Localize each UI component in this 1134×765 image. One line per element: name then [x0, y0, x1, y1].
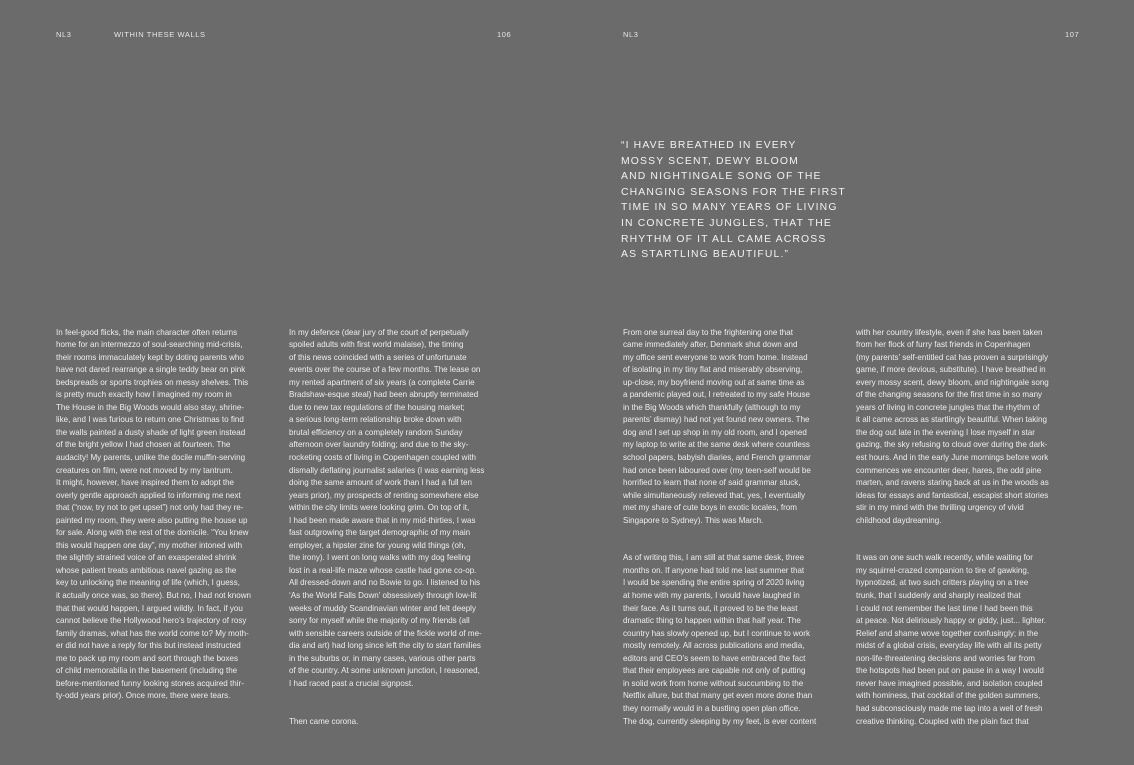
paragraph: In my defence (dear jury of the court of perpetually spoiled adults with first world malaise), the timing of this news coincided with a series of unfortunate events over the course of a few months. The lease on my rented apartment of six years (a complete Carrie Bradshaw-esque steal) had been abruptly terminated due to new tax regulations of the housing market; a serious long-term relationship broke down with brutal efficiency on a completely random Sunday afternoon over laundry folding; and due to the sky- rocketing costs of living in Copenhagen coupled with dismally deflating journalist salaries (I was earning less doing the same amount of work than I had a full ten years prior), my prospects of renting somewhere else within the city limits were looking grim. On top of it, I had been made aware that in my mid-thirties, I was fast outgrowing the target demographic of my main employer, a hipster zine for young wild things (oh, the irony). I went on long walks with my dog feeling lost in a real-life maze whose castle had gone co-op. All dressed-down and no Bowie to go. I listened to his ‘As the World Falls Down’ obsessively through low-lit weeks of muddy Scandinavian winter and felt deeply sorry for myself while the majority of my friends (all with sensible careers outside of the fickle world of me- dia and art) had long since left the city to start families in the suburbs or, in many cases, various other parts of the country. At some unknown junction, I reasoned, I had raced past a crucial signpost. [289, 327, 485, 688]
paragraph: It was on one such walk recently, while waiting for my squirrel-crazed companion to tire of gawking, hypnotized, at two such critters playing on a tree trunk, that I suddenly and sharply realized that I could not remember the last time I had been this at peace. Not deliriously happy or giddy, just... lighter. Relief and shame wove together confusingly; in the midst of a global crisis, everyday life with all its petty non-life-threatening decisions and worries far from the hotspots had been put on pause in a way I would never have imagined possible, and isolation coupled with hominess, that cocktail of the golden summers, had subconsciously made me tap into a well of fresh creative thinking. Coupled with the plain fact that [856, 553, 1046, 726]
left-issue-label: NL3 [56, 30, 72, 39]
paragraph: As of writing this, I am still at that same desk, three months on. If anyone had told me last summer that I would be spending the entire spring of 2020 living at home with my parents, I would have laughed in their face. As it turns out, it proved to be the least dramatic thing to happen within that half year. The country has slowly opened up, but I continue to work mostly remotely. All across publications and media, editors and CEO’s seem to have embraced the fact that their employees are capable not only of putting in solid work from home without succumbing to the Netflix allure, but that many get even more done than they normally would in a bustling open plan office. The dog, currently sleeping by my feet, is ever content [623, 553, 817, 726]
right-issue-label: NL3 [623, 30, 639, 39]
pull-quote: “I HAVE BREATHED IN EVERY MOSSY SCENT, DEWY BLOOM AND NIGHTINGALE SONG OF THE CHANGING SEASONS FOR THE FIRST TIME IN SO MANY YEARS OF LIVING IN CONCRETE JUNGLES, THAT THE RHYTHM OF IT ALL CAME ACROSS AS STARTLING BEAUTIFUL.” [621, 140, 846, 261]
text-column-1 [56, 314, 280, 716]
left-page-number: 106 [497, 30, 512, 39]
paragraph: Then came corona. [289, 716, 359, 726]
text-column-4 [856, 314, 1080, 741]
right-page-number: 107 [1065, 30, 1080, 39]
section-title: WITHIN THESE WALLS [114, 30, 206, 39]
paragraph: with her country lifestyle, even if she has been taken from her flock of furry fast friends in Copenhagen (my parents’ self-entitled cat has proven a surprisingly game, if more devious, substitute). I have breathed in every mossy scent, dewy bloom, and nightingale song of the changing seasons for the first time in so many years of living in concrete jungles that the rhythm of it all came across as startlingly beautiful. When taking the dog out late in the evening I lose myself in star gazing, the sky refusing to cloud over during the dark- est hours. And in the early June mornings before work commences we encounter deer, hares, the odd pine marten, and ravens staring back at us in the woods as ideas for essays and fantastical, escapist short stories stir in my mind with the thrilling urgency of vivid childhood daydreaming. [856, 327, 1049, 525]
paragraph: In feel-good flicks, the main character often returns home for an intermezzo of soul-searching mid-crisis, their rooms immaculately kept by doting parents who have not dared rearrange a single teddy bear on pink bedspreads or sports trophies on messy shelves. This is pretty much exactly how I imagined my room in The House in the Big Woods would also stay, shrine- like, and I was furious to return one Christmas to find the walls painted a dusty shade of light green instead of the bright yellow I had chosen at fourteen. The audacity! My parents, unlike the docile muffin-serving creatures on film, were not moved by my tantrum. It might, however, have inspired them to adopt the overly gentle approach applied to informing me next that (“now, try not to get upset”) not only had they re- painted my room, they were also putting the house up for sale. Along with the rest of the domicile. “You knew this would happen one day”, my mother intoned with the slightly strained voice of an exasperated shrink whose patient treats ambitious navel gazing as the key to unlocking the meaning of life (which, I guess, it actually once was, so there). But no, I had not known that that would happen, I argued wildly. In fact, if you cannot believe the Hollywood hero’s trajectory of rosy family dramas, what has the world come to? My moth- er did not have a reply for this but instead instructed me to pack up my room and sort through the boxes of child memorabilia in the basement (including the before-mentioned funny looking stones acquired thir- ty-odd years prior). Once more, there were tears. [56, 327, 252, 701]
text-column-2 [289, 314, 513, 741]
paragraph: From one surreal day to the frightening one that came immediately after, Denmark shut down and my office sent everyone to work from home. Instead of isolating in my tiny flat and miserably observing, up-close, my boyfriend moving out at same time as a pandemic played out, I retreated to my safe House in the Big Woods which thankfully (although to my parents’ dismay) had not yet found new owners. The dog and I set up shop in my old room, and I opened my laptop to write at the same desk where countless school papers, babyish diaries, and French grammar had once been laboured over (my teen-self would be horrified to learn that none of said grammar stuck, while simultaneously relieved that, yes, I eventually met my share of cute boys in exotic locales, from Singapore to Sydney). This was March. [623, 327, 811, 525]
text-column-3 [623, 314, 847, 741]
